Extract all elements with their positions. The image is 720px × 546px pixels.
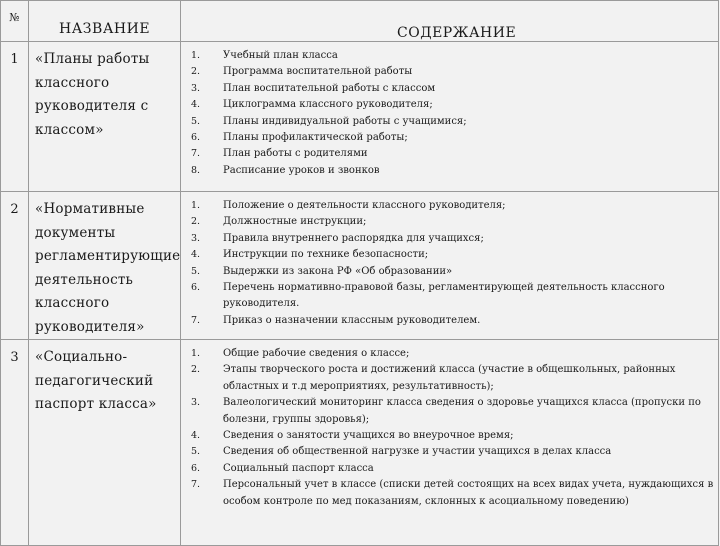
item-number: 6. xyxy=(191,462,201,474)
item-text: Должностные инструкции; xyxy=(223,216,367,228)
name-line: педагогический xyxy=(35,372,154,389)
name-line: «Нормативные xyxy=(35,201,145,217)
list-item xyxy=(191,97,714,113)
header-name: НАЗВАНИЕ xyxy=(29,1,181,42)
item-number: 3. xyxy=(191,397,201,409)
list-item xyxy=(191,444,714,460)
item-text: Правила внутреннего распорядка для учащихся; xyxy=(223,232,484,244)
name-line: руководителя» xyxy=(35,318,145,335)
name-line: руководителя с xyxy=(35,98,149,114)
item-number: 2. xyxy=(191,364,201,376)
item-text: Приказ о назначении классным руководителем. xyxy=(223,314,481,326)
list-item xyxy=(191,163,714,179)
item-number: 6. xyxy=(191,132,201,144)
item-number: 5. xyxy=(191,265,201,277)
item-text: Социальный паспорт класса xyxy=(223,462,374,474)
list-item xyxy=(191,48,714,64)
list-item xyxy=(191,313,714,329)
name-line: регламентирующие xyxy=(35,248,181,264)
row-number: 2 xyxy=(1,192,29,340)
list-item xyxy=(191,362,714,395)
item-number: 4. xyxy=(191,249,201,261)
item-number: 1. xyxy=(191,200,201,211)
item-number: 8. xyxy=(191,164,201,176)
item-text: Циклограмма классного руководителя; xyxy=(223,99,433,111)
list-item xyxy=(191,247,714,263)
item-text: Выдержки из закона РФ «Об образовании» xyxy=(223,265,453,277)
name-line: классного xyxy=(35,295,110,311)
list-item xyxy=(191,395,714,428)
list-item xyxy=(191,346,714,362)
list-item xyxy=(191,428,714,444)
item-number: 4. xyxy=(191,430,201,442)
name-line: документы xyxy=(35,224,116,241)
row-content xyxy=(181,192,719,340)
list-item xyxy=(191,64,714,80)
list-item xyxy=(191,477,714,510)
table-header-row xyxy=(1,1,719,42)
item-number: 3. xyxy=(191,232,201,244)
name-line: паспорт класса» xyxy=(35,396,157,412)
item-text: Общие рабочие сведения о классе; xyxy=(223,348,410,359)
item-number: 5. xyxy=(191,446,201,458)
list-item xyxy=(191,146,714,162)
item-text: План работы с родителями xyxy=(223,148,368,160)
list-item xyxy=(191,114,714,130)
item-text: Программа воспитательной работы xyxy=(223,66,413,78)
row-number: 1 xyxy=(1,42,29,192)
name-line: деятельность xyxy=(35,271,134,288)
item-text: Сведения о занятости учащихся во внеурочное время; xyxy=(223,430,514,442)
item-text: Инструкции по технике безопасности; xyxy=(223,249,429,261)
item-text: План воспитательной работы с классом xyxy=(223,82,436,94)
list-item xyxy=(191,214,714,230)
name-line: «Планы работы xyxy=(35,51,150,67)
list-item xyxy=(191,198,714,214)
item-number: 3. xyxy=(191,82,201,94)
list-item xyxy=(191,264,714,280)
item-text: Учебный план класса xyxy=(223,50,338,61)
row-name xyxy=(29,42,181,192)
content-list xyxy=(191,346,714,510)
item-number: 1. xyxy=(191,50,201,61)
header-content: СОДЕРЖАНИЕ xyxy=(181,1,719,42)
row-number: 3 xyxy=(1,340,29,546)
item-number: 5. xyxy=(191,115,201,127)
item-number: 1. xyxy=(191,348,201,359)
list-item xyxy=(191,130,714,146)
content-list xyxy=(191,48,714,179)
item-text: Валеологический мониторинг класса сведения о здоровье учащихся класса (пропуски по болезни, группы здоровья); xyxy=(223,397,701,425)
table-row xyxy=(1,340,719,546)
name-line: «Социально- xyxy=(35,349,128,365)
table-row xyxy=(1,192,719,340)
list-item xyxy=(191,81,714,97)
content-list xyxy=(191,198,714,329)
table-row xyxy=(1,42,719,192)
item-number: 7. xyxy=(191,479,201,491)
row-name xyxy=(29,340,181,546)
list-item xyxy=(191,461,714,477)
item-text: Персональный учет в классе (списки детей состоящих на всех видах учета, нуждающихся в особом контроле по мед показаниям, склонных к асоциальному поведению) xyxy=(223,479,714,507)
list-item xyxy=(191,231,714,247)
item-number: 6. xyxy=(191,282,201,294)
item-text: Планы профилактической работы; xyxy=(223,132,408,144)
item-number: 2. xyxy=(191,216,201,228)
list-item xyxy=(191,280,714,313)
item-number: 7. xyxy=(191,148,201,160)
item-text: Перечень нормативно-правовой базы, регламентирующей деятельность классного руководителя. xyxy=(223,282,665,310)
row-content xyxy=(181,42,719,192)
header-num: № xyxy=(1,1,29,42)
item-text: Расписание уроков и звонков xyxy=(223,164,380,176)
item-text: Положение о деятельности классного руководителя; xyxy=(223,200,506,211)
item-text: Планы индивидуальной работы с учащимися; xyxy=(223,115,467,127)
name-line: классом» xyxy=(35,121,104,138)
item-text: Сведения об общественной нагрузке и участии учащихся в делах класса xyxy=(223,446,612,458)
item-number: 2. xyxy=(191,66,201,78)
item-number: 7. xyxy=(191,314,201,326)
item-text: Этапы творческого роста и достижений класса (участие в общешкольных, районных областных и т.д мероприятиях, результативность); xyxy=(223,364,676,392)
row-name xyxy=(29,192,181,340)
row-content xyxy=(181,340,719,546)
name-line: классного xyxy=(35,74,110,91)
item-number: 4. xyxy=(191,99,201,111)
